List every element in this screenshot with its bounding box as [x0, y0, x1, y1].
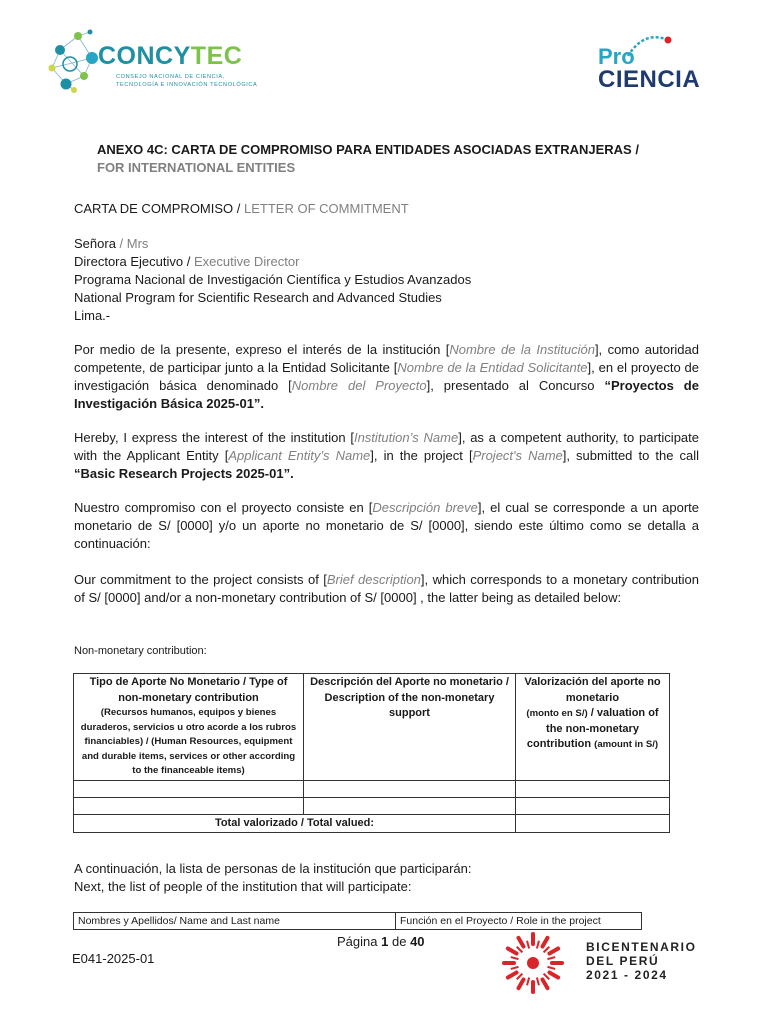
page-number: Página 1 de 40: [337, 934, 425, 949]
address-block: Señora / Mrs Directora Ejecutivo / Executive Director Programa Nacional de Investigación Científica y Estudios Avanzados National Program for Scientific Research and Advanced Studies Lima.-: [74, 236, 472, 323]
col-name-header: Nombres y Apellidos/ Name and Last name: [74, 913, 396, 930]
placeholder-project-en: Project's Name: [472, 448, 563, 463]
table-cell[interactable]: [74, 797, 304, 814]
placeholder-project: Nombre del Proyecto: [291, 378, 427, 393]
prociencia-logo: Pro CIENCIA: [598, 42, 728, 102]
bicentenario-logo: [488, 928, 718, 998]
placeholder-institution: Nombre de la Institución: [449, 342, 595, 357]
table-total-row: [74, 814, 670, 833]
paragraph-commitment-en: Our commitment to the project consists of [Brief description], which corresponds to a monetary contribution of S/ [0000] and/or a non-monetary contribution of S/ [0000] , the latter being as detailed below:: [74, 572, 700, 605]
col-type-header: Tipo de Aporte No Monetario / Type of non-monetary contribution (Recursos humanos, equipos y bienes duraderos, servicios u otro acorde a los rubros financiables) / (Human Resources, equipment and durable items, services or other according to the financeable items): [74, 674, 304, 781]
annex-title: ANEXO 4C: CARTA DE COMPROMISO PARA ENTIDADES ASOCIADAS EXTRANJERAS / FOR INTERNATIONAL ENTITIES: [97, 142, 639, 175]
placeholder-institution-en: Institution’s Name: [353, 430, 459, 445]
table-header-row: [74, 674, 670, 781]
placeholder-description-en: Brief description: [326, 572, 421, 587]
bicentenario-text: BICENTENARIO DEL PERÚ 2021 - 2024: [586, 940, 697, 982]
total-label: Total valorizado / Total valued:: [74, 814, 516, 833]
table-cell[interactable]: [74, 780, 304, 797]
table-header-row: [74, 913, 642, 930]
document-code: E041-2025-01: [72, 951, 155, 966]
people-intro: A continuación, la lista de personas de la institución que participarán: Next, the list of people of the institution that will participate:: [74, 861, 472, 894]
concytec-wordmark: CONCYTEC: [98, 42, 243, 70]
col-role-header: Función en el Proyecto / Role in the project: [396, 913, 642, 930]
letter-heading: CARTA DE COMPROMISO / LETTER OF COMMITMENT: [74, 201, 409, 216]
paragraph-interest-es: Por medio de la presente, expreso el interés de la institución [Nombre de la Institución], como autoridad competente, de participar junto a la Entidad Solicitante [Nombre de la Entidad Solicitante], en el proyecto de investigación básica denominado [Nombre del Proyecto], presentado al Concurso “Proyectos de Investigación Básica 2025-01”.: [74, 342, 699, 411]
table-row: [74, 780, 670, 797]
table-cell[interactable]: [304, 780, 516, 797]
placeholder-applicant-en: Applicant Entity’s Name: [228, 448, 371, 463]
paragraph-interest-en: Hereby, I express the interest of the institution [Institution’s Name], as a competent authority, to participate with the Applicant Entity [Applicant Entity’s Name], in the project [Project's Name], submitted to the call “Basic Research Projects 2025-01”.: [74, 430, 700, 481]
total-value-cell[interactable]: [516, 814, 670, 833]
table-cell[interactable]: [304, 797, 516, 814]
table-cell[interactable]: [516, 780, 670, 797]
placeholder-applicant: Nombre de la Entidad Solicitante: [397, 360, 588, 375]
concytec-subtitle: CONSEJO NACIONAL DE CIENCIA, TECNOLOGÍA E INNOVACIÓN TECNOLÓGICA: [116, 74, 258, 88]
table-row: [74, 797, 670, 814]
col-valuation-header: Valorización del aporte no monetario (monto en S/) / valuation of the non-monetary contribution (amount in S/): [516, 674, 670, 781]
paragraph-commitment-es: Nuestro compromiso con el proyecto consiste en [Descripción breve], el cual se corresponde a un aporte monetario de S/ [0000] y/o un aporte no monetario de S/ [0000], siendo este último como se detalla a continuación:: [74, 500, 699, 551]
placeholder-description-es: Descripción breve: [372, 500, 478, 515]
table-cell[interactable]: [516, 797, 670, 814]
contribution-table: [73, 673, 670, 833]
non-monetary-label: Non-monetary contribution:: [74, 645, 207, 657]
col-description-header: Descripción del Aporte no monetario / Description of the non-monetary support: [304, 674, 516, 781]
bicentenario-sun-icon: [488, 928, 578, 998]
